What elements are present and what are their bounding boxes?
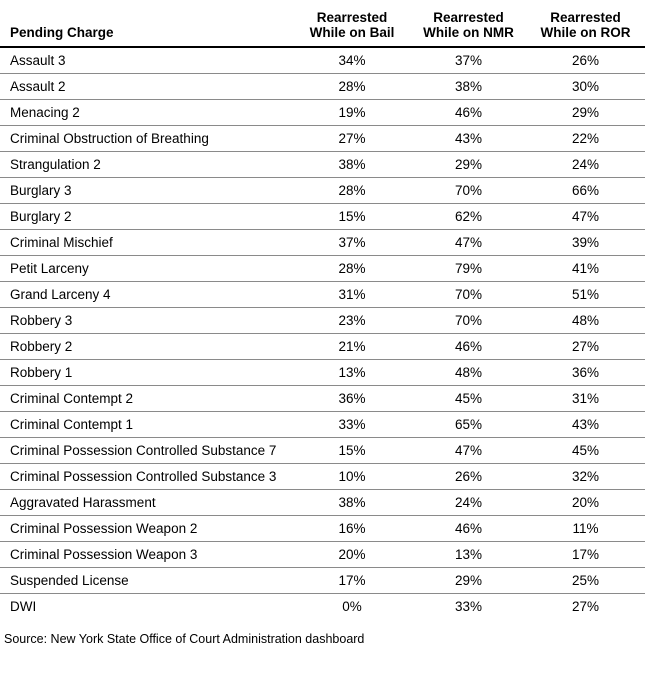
percent-cell: 34% (338, 52, 366, 68)
percent-cell: 36% (338, 390, 366, 406)
percent-cell: 22% (571, 130, 600, 146)
table-header (0, 0, 645, 47)
percent-cell: 51% (571, 286, 600, 302)
table-row (0, 489, 645, 515)
percent-cell: 21% (338, 338, 366, 354)
column-header-ror (526, 0, 645, 47)
percent-cell: 38% (338, 494, 366, 510)
charge-cell: Robbery 2 (10, 338, 73, 354)
percent-cell: 29% (571, 104, 600, 120)
column-header-bail-line1: Rearrested (316, 10, 388, 25)
table-row (0, 385, 645, 411)
percent-cell: 13% (454, 546, 483, 562)
table-row (0, 411, 645, 437)
percent-cell: 33% (454, 598, 483, 614)
table-row (0, 125, 645, 151)
column-header-bail (293, 0, 411, 47)
charge-cell: Criminal Mischief (10, 234, 113, 250)
percent-cell: 48% (454, 364, 483, 380)
percent-cell: 62% (454, 208, 483, 224)
source-note: Source: New York State Office of Court Administration dashboard (4, 632, 365, 646)
column-header-pending-charge: Pending Charge (0, 0, 293, 47)
charge-cell: Robbery 1 (10, 364, 73, 380)
percent-cell: 31% (571, 390, 600, 406)
charge-cell: Strangulation 2 (10, 156, 101, 172)
percent-cell: 39% (571, 234, 600, 250)
percent-cell: 27% (571, 338, 600, 354)
percent-cell: 28% (338, 260, 366, 276)
percent-cell: 13% (338, 364, 366, 380)
percent-cell: 19% (338, 104, 366, 120)
table-row (0, 567, 645, 593)
table-row (0, 47, 645, 73)
percent-cell: 79% (454, 260, 483, 276)
column-header-ror-line2: While on ROR (540, 25, 631, 40)
column-header-nmr-line1: Rearrested (433, 10, 504, 25)
charge-cell: Burglary 3 (10, 182, 72, 198)
charge-cell: Petit Larceny (10, 260, 89, 276)
percent-cell: 45% (571, 442, 600, 458)
percent-cell: 28% (338, 78, 366, 94)
charge-cell: Robbery 3 (10, 312, 73, 328)
charge-cell: Burglary 2 (10, 208, 72, 224)
charge-cell: DWI (10, 598, 37, 614)
percent-cell: 45% (454, 390, 483, 406)
percent-cell: 43% (454, 130, 483, 146)
percent-cell: 27% (571, 598, 600, 614)
percent-cell: 47% (571, 208, 600, 224)
column-header-nmr-line2: While on NMR (423, 25, 514, 40)
percent-cell: 70% (454, 182, 483, 198)
percent-cell: 43% (571, 416, 600, 432)
percent-cell: 20% (571, 494, 600, 510)
percent-cell: 24% (571, 156, 600, 172)
percent-cell: 33% (338, 416, 366, 432)
percent-cell: 47% (454, 442, 483, 458)
table-row (0, 593, 645, 619)
percent-cell: 0% (342, 598, 362, 614)
table-row (0, 437, 645, 463)
percent-cell: 25% (571, 572, 600, 588)
percent-cell: 23% (338, 312, 366, 328)
percent-cell: 29% (454, 572, 483, 588)
table-row (0, 515, 645, 541)
table-row (0, 281, 645, 307)
table-row (0, 73, 645, 99)
table-row (0, 177, 645, 203)
charge-cell: Criminal Contempt 1 (10, 416, 134, 432)
charge-cell: Grand Larceny 4 (10, 286, 111, 302)
column-header-nmr (411, 0, 526, 47)
table-body (0, 47, 645, 619)
percent-cell: 15% (338, 442, 366, 458)
table-row (0, 541, 645, 567)
charge-cell: Menacing 2 (10, 104, 80, 120)
percent-cell: 46% (454, 338, 483, 354)
percent-cell: 70% (454, 312, 483, 328)
table-row (0, 307, 645, 333)
percent-cell: 38% (338, 156, 366, 172)
percent-cell: 26% (571, 52, 600, 68)
charge-cell: Criminal Obstruction of Breathing (10, 130, 209, 146)
percent-cell: 26% (454, 468, 483, 484)
percent-cell: 31% (338, 286, 366, 302)
percent-cell: 48% (571, 312, 600, 328)
percent-cell: 38% (454, 78, 483, 94)
percent-cell: 66% (571, 182, 600, 198)
percent-cell: 28% (338, 182, 366, 198)
percent-cell: 65% (454, 416, 483, 432)
column-header-ror-line1: Rearrested (550, 10, 621, 25)
table-row (0, 463, 645, 489)
charge-cell: Criminal Possession Controlled Substance 3 (10, 468, 277, 484)
table-row (0, 229, 645, 255)
percent-cell: 37% (338, 234, 366, 250)
charge-cell: Assault 2 (10, 78, 66, 94)
charge-cell: Criminal Possession Controlled Substance 7 (10, 442, 277, 458)
table-row (0, 203, 645, 229)
percent-cell: 20% (338, 546, 366, 562)
percent-cell: 24% (454, 494, 483, 510)
percent-cell: 29% (454, 156, 483, 172)
table-row (0, 255, 645, 281)
percent-cell: 36% (571, 364, 600, 380)
header-row (0, 0, 645, 47)
table-row (0, 333, 645, 359)
percent-cell: 11% (572, 520, 599, 536)
column-header-bail-line2: While on Bail (309, 25, 395, 40)
percent-cell: 46% (454, 104, 483, 120)
percent-cell: 17% (338, 572, 366, 588)
percent-cell: 32% (571, 468, 600, 484)
percent-cell: 47% (454, 234, 483, 250)
percent-cell: 37% (454, 52, 483, 68)
percent-cell: 10% (338, 468, 366, 484)
charge-cell: Suspended License (10, 572, 129, 588)
percent-cell: 46% (454, 520, 483, 536)
charge-cell: Criminal Contempt 2 (10, 390, 134, 406)
charge-cell: Criminal Possession Weapon 3 (10, 546, 198, 562)
percent-cell: 16% (338, 520, 366, 536)
charge-cell: Criminal Possession Weapon 2 (10, 520, 198, 536)
percent-cell: 30% (571, 78, 600, 94)
percent-cell: 15% (338, 208, 366, 224)
percent-cell: 27% (338, 130, 366, 146)
table-row (0, 151, 645, 177)
charge-cell: Aggravated Harassment (10, 494, 156, 510)
percent-cell: 17% (571, 546, 600, 562)
charge-cell: Assault 3 (10, 52, 66, 68)
percent-cell: 41% (571, 260, 600, 276)
percent-cell: 70% (454, 286, 483, 302)
table-row (0, 359, 645, 385)
table-row (0, 99, 645, 125)
